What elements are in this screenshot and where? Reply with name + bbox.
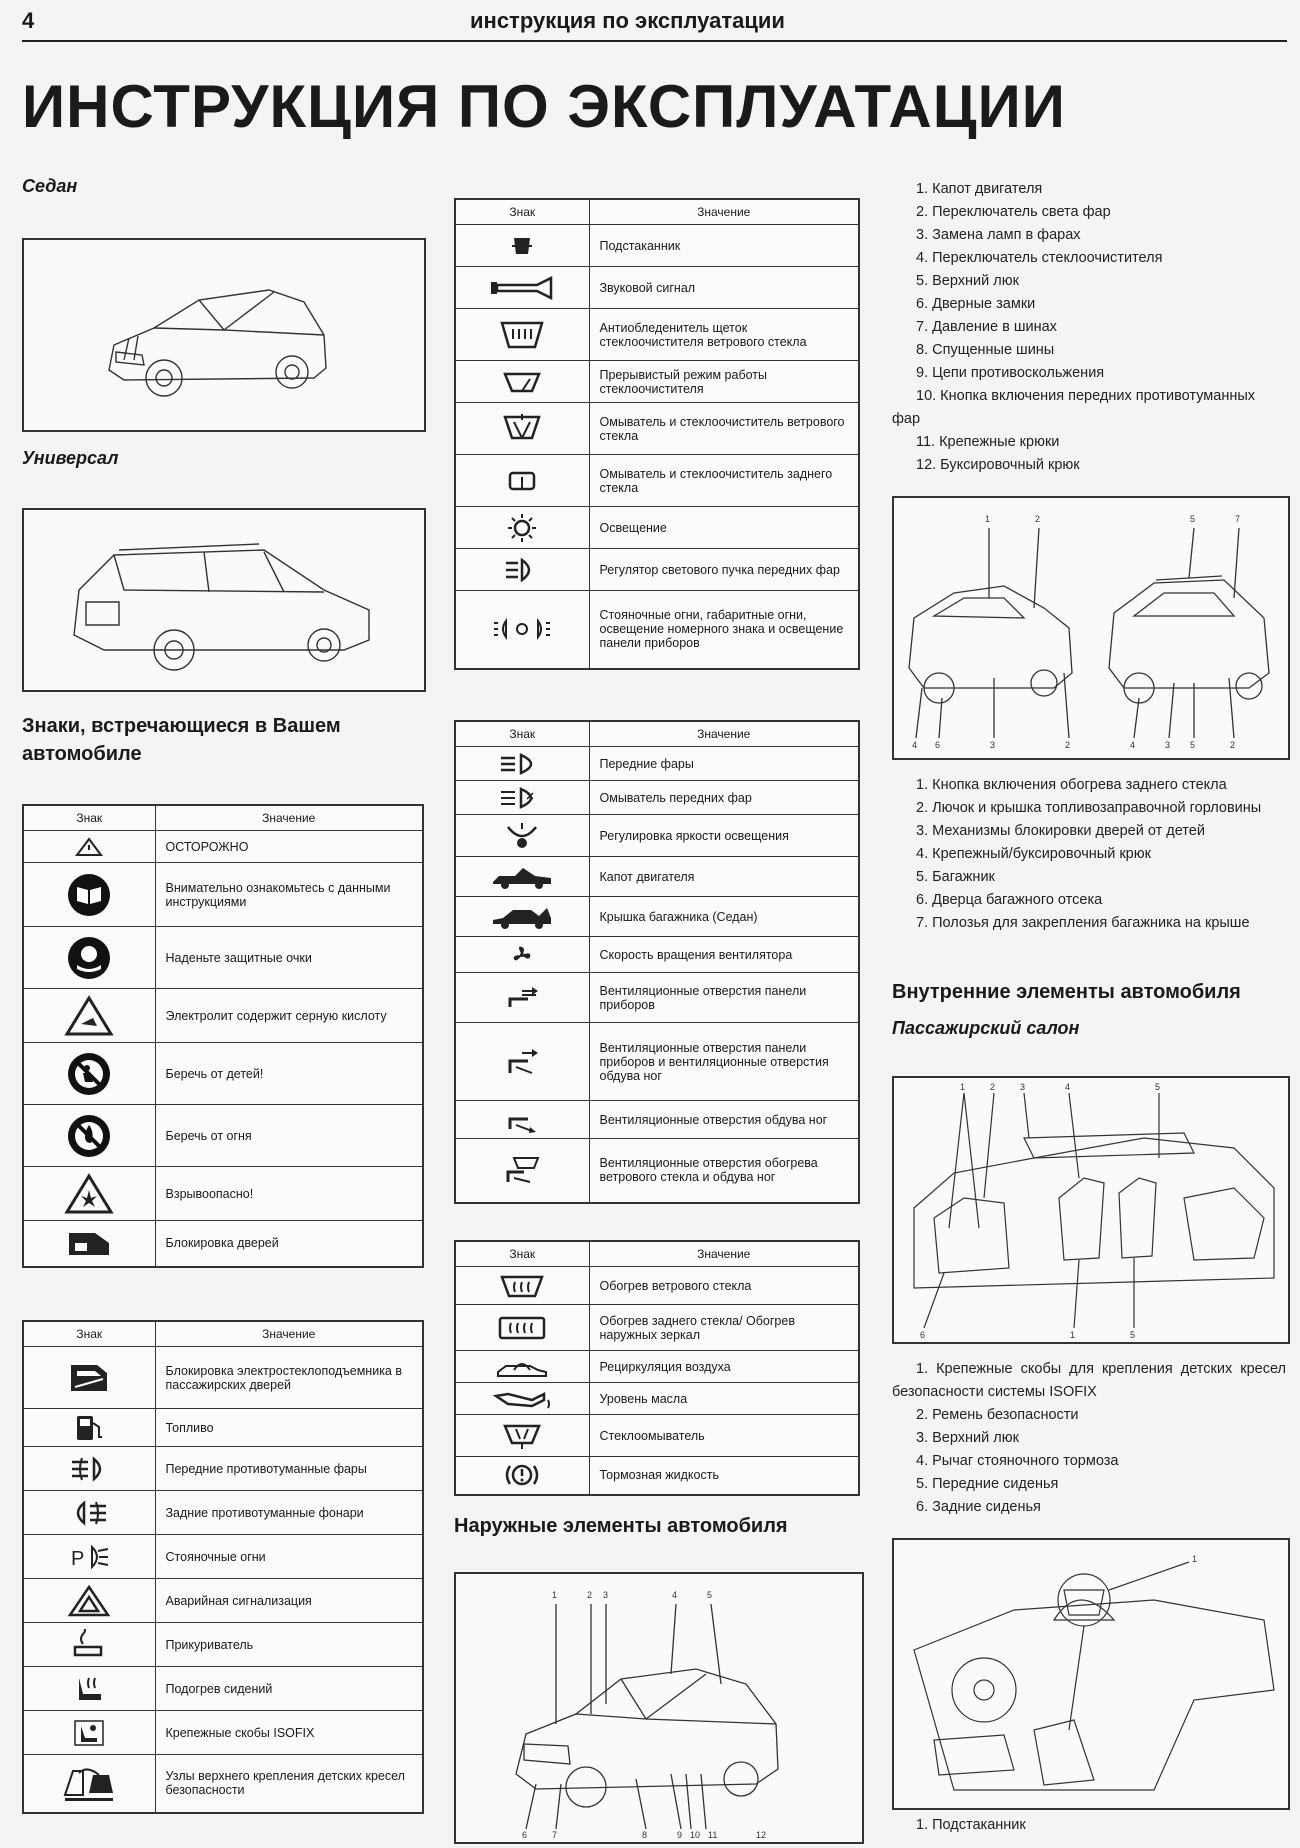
figure-callout: 4 (672, 1590, 678, 1600)
sedan-figure (22, 238, 426, 432)
table-row (23, 989, 423, 1043)
figure-callout: 8 (642, 1830, 648, 1840)
sign-label: Беречь от детей! (155, 1043, 423, 1105)
figure-callout: 4 (1130, 740, 1136, 750)
figure-callout: 3 (1020, 1082, 1026, 1092)
cup-holder-icon (504, 232, 540, 260)
figure-callout: 2 (990, 1082, 996, 1092)
cabin-figure (892, 1076, 1290, 1344)
sedan-drawing (24, 240, 424, 430)
table-row (23, 1409, 423, 1447)
sign-label: Тормозная жидкость (589, 1457, 859, 1495)
figure-callout: 1 (1070, 1330, 1076, 1340)
parking-light-icon (68, 1543, 110, 1571)
fuel-icon (71, 1413, 107, 1443)
table-header-row (455, 199, 859, 225)
figure-callout: 10 (690, 1830, 701, 1840)
list-item: 4. Рычаг стояночного тормоза (916, 1453, 1119, 1469)
figure-callout: 9 (677, 1830, 683, 1840)
figure-callout: 7 (552, 1830, 558, 1840)
list-item: 3. Замена ламп в фарах (916, 227, 1081, 243)
fan-icon (508, 943, 536, 967)
vent-feet-icon (502, 1105, 542, 1135)
caption-cabin: Пассажирский салон (892, 1018, 1080, 1038)
list-item: 9. Цепи противоскольжения (916, 365, 1105, 381)
sign-label: Вентиляционные отверстия обдува ног (589, 1101, 859, 1139)
figure-callout: 2 (1230, 740, 1236, 750)
dashboard-drawing (894, 1540, 1288, 1808)
table-row (455, 361, 859, 403)
table-row (455, 1305, 859, 1351)
sign-label: Омыватель передних фар (589, 781, 859, 815)
sign-label: Капот двигателя (589, 857, 859, 897)
column-header-meaning: Значение (155, 1321, 423, 1347)
table-row (23, 1535, 423, 1579)
oil-level-icon (492, 1388, 552, 1410)
sign-label: Передние фары (589, 747, 859, 781)
sign-label: Аварийная сигнализация (155, 1579, 423, 1623)
rear-exterior-figure (892, 496, 1290, 760)
sign-label: Вентиляционные отверстия панели приборов и вентиляционные отверстия обдува ног (589, 1023, 859, 1101)
keep-from-children-icon (61, 1051, 117, 1097)
table-row (23, 1667, 423, 1711)
vent-face-feet-icon (502, 1045, 542, 1079)
caption-wagon: Универсал (22, 448, 119, 468)
heading-interior: Внутренние элементы автомобиля (892, 981, 1241, 1003)
list-item: 1. Подстаканник (916, 1817, 1026, 1833)
table-row (455, 897, 859, 937)
table-row (455, 225, 859, 267)
sign-label: Стеклоомыватель (589, 1415, 859, 1457)
sign-label: Крышка багажника (Седан) (589, 897, 859, 937)
figure-callout: 2 (587, 1590, 593, 1600)
figure-callout: 5 (1190, 514, 1196, 524)
list-item: 7. Давление в шинах (916, 319, 1057, 335)
lights-table (454, 198, 860, 670)
figure-callout: 6 (522, 1830, 528, 1840)
washer-icon (500, 1421, 544, 1451)
brake-fluid-icon (502, 1461, 542, 1489)
list-item: 6. Дверные замки (916, 296, 1036, 312)
wagon-drawing (24, 510, 424, 690)
sign-label: Наденьте защитные очки (155, 927, 423, 989)
sign-label: Скорость вращения вентилятора (589, 937, 859, 973)
list-item: 2. Лючок и крышка топливозаправочной горловины (916, 800, 1262, 816)
vent-face-icon (502, 983, 542, 1013)
eye-protection-icon (61, 935, 117, 981)
sign-label: Прикуриватель (155, 1623, 423, 1667)
intermittent-wiper-icon (500, 369, 544, 395)
position-lights-icon (490, 617, 554, 641)
column-header-symbol: Знак (455, 199, 589, 225)
page-title: ИНСТРУКЦИЯ ПО ЭКСПЛУАТАЦИИ (22, 73, 1066, 140)
cabin-list (892, 1358, 1286, 1519)
list-item: 8. Спущенные шины (916, 342, 1055, 358)
sign-label: Регулировка яркости освещения (589, 815, 859, 857)
sign-label: Освещение (589, 507, 859, 549)
table-row (23, 1447, 423, 1491)
hazard-icon (67, 1584, 111, 1618)
list-item: 2. Ремень безопасности (916, 1407, 1079, 1423)
table-row (455, 973, 859, 1023)
table-row (23, 1105, 423, 1167)
sign-label: Регулятор светового пучка передних фар (589, 549, 859, 591)
table-row (23, 1579, 423, 1623)
headlights-icon (497, 751, 547, 777)
column-header-meaning: Значение (589, 199, 859, 225)
figure-callout: 3 (1165, 740, 1171, 750)
table-row (455, 309, 859, 361)
brightness-icon (500, 821, 544, 851)
list-item: 11. Крепежные крюки (916, 434, 1060, 450)
table-row (455, 1351, 859, 1383)
figure-callout: 1 (552, 1590, 558, 1600)
caption-sedan: Седан (22, 176, 78, 196)
front-exterior-drawing (456, 1574, 862, 1842)
figure-callout: 4 (912, 740, 918, 750)
table-row (23, 1167, 423, 1221)
no-fire-icon (61, 1113, 117, 1159)
warning-triangle-icon (74, 836, 104, 858)
sign-label: Вентиляционные отверстия панели приборов (589, 973, 859, 1023)
figure-callout: 5 (1190, 740, 1196, 750)
figure-callout: 6 (935, 740, 941, 750)
table-row (23, 1491, 423, 1535)
rear-exterior-list (892, 774, 1286, 935)
trunk-icon (489, 904, 555, 930)
table-row (23, 1221, 423, 1267)
list-item: 3. Верхний люк (916, 1430, 1019, 1446)
sign-label: Омыватель и стеклоочиститель ветрового стекла (589, 403, 859, 455)
windshield-washer-icon (500, 412, 544, 446)
front-fog-light-icon (68, 1455, 110, 1483)
figure-callout: 4 (1065, 1082, 1071, 1092)
sign-label: Взрывоопасно! (155, 1167, 423, 1221)
table-row (455, 1023, 859, 1101)
window-lock-icon (67, 1361, 111, 1395)
list-item: 5. Багажник (916, 869, 995, 885)
table-row (23, 863, 423, 927)
column-header-symbol: Знак (455, 1241, 589, 1267)
top-tether-icon (59, 1763, 119, 1803)
table-row (455, 403, 859, 455)
list-item: 1. Капот двигателя (916, 181, 1043, 197)
seat-heater-icon (71, 1674, 107, 1704)
figure-callout: 1 (960, 1082, 966, 1092)
dashboard-figure (892, 1538, 1290, 1810)
column-header-symbol: Знак (23, 1321, 155, 1347)
list-item: 12. Буксировочный крюк (916, 457, 1080, 473)
sign-label: Блокировка электростеклоподъемника в пассажирских дверей (155, 1347, 423, 1409)
figure-callout: 12 (756, 1830, 767, 1840)
page-number: 4 (22, 8, 35, 33)
sign-label: Топливо (155, 1409, 423, 1447)
column-header-meaning: Значение (589, 721, 859, 747)
figure-callout: 7 (1235, 514, 1241, 524)
list-item: 5. Передние сиденья (916, 1476, 1059, 1492)
figure-callout: 3 (603, 1590, 609, 1600)
table-row (23, 1347, 423, 1409)
sign-label: Задние противотуманные фонари (155, 1491, 423, 1535)
heading-signs: Знаки, встречающиеся в Вашем автомобиле (22, 715, 341, 765)
sign-label: ОСТОРОЖНО (155, 831, 423, 863)
sign-label: Рециркуляция воздуха (589, 1351, 859, 1383)
list-item: 1. Крепежные скобы для крепления детских кресел безопасности системы ISOFIX (892, 1361, 1286, 1400)
table-row (23, 1043, 423, 1105)
table-header-row (23, 1321, 423, 1347)
figure-callout: 1 (1192, 1554, 1198, 1564)
figure-callout: 5 (1155, 1082, 1161, 1092)
list-item: 6. Дверца багажного отсека (916, 892, 1103, 908)
table-header-row (455, 1241, 859, 1267)
table-row (455, 781, 859, 815)
table-row (455, 1415, 859, 1457)
list-item: 4. Крепежный/буксировочный крюк (916, 846, 1151, 862)
door-lock-icon (65, 1227, 113, 1259)
cigarette-lighter-icon (69, 1629, 109, 1661)
read-manual-icon (61, 872, 117, 918)
table-row (455, 747, 859, 781)
battery-acid-icon (63, 994, 115, 1038)
rear-fog-light-icon (68, 1499, 110, 1527)
column-header-symbol: Знак (23, 805, 155, 831)
table-row (455, 1383, 859, 1415)
sign-label: Крепежные скобы ISOFIX (155, 1711, 423, 1755)
table-row (455, 1267, 859, 1305)
list-item: 4. Переключатель стеклоочистителя (916, 250, 1163, 266)
front-exterior-figure (454, 1572, 864, 1844)
wagon-figure (22, 508, 426, 692)
sign-label: Вентиляционные отверстия обогрева ветрового стекла и обдува ног (589, 1139, 859, 1203)
explosive-icon (63, 1172, 115, 1216)
sign-label: Блокировка дверей (155, 1221, 423, 1267)
list-item: 1. Кнопка включения обогрева заднего стекла (916, 777, 1227, 793)
table-row (455, 549, 859, 591)
table-row (455, 267, 859, 309)
cabin-drawing (894, 1078, 1288, 1342)
sign-label: Передние противотуманные фары (155, 1447, 423, 1491)
sign-label: Омыватель и стеклоочиститель заднего стекла (589, 455, 859, 507)
figure-callout: 2 (1035, 514, 1041, 524)
sign-label: Внимательно ознакомьтесь с данными инструкциями (155, 863, 423, 927)
isofix-icon (71, 1718, 107, 1748)
table-header-row (455, 721, 859, 747)
sign-label: Подогрев сидений (155, 1667, 423, 1711)
dashboard-list (892, 1814, 1286, 1837)
figure-callout: 6 (920, 1330, 926, 1340)
sign-label: Обогрев ветрового стекла (589, 1267, 859, 1305)
table-row (455, 1457, 859, 1495)
figure-callout: 2 (1065, 740, 1071, 750)
column-header-symbol: Знак (455, 721, 589, 747)
table-row (455, 591, 859, 669)
table-row (455, 455, 859, 507)
heading-exterior: Наружные элементы автомобиля (454, 1515, 788, 1537)
figure-callout: 1 (985, 514, 991, 524)
recirculation-icon (494, 1356, 550, 1378)
hood-icon (489, 864, 555, 890)
table-row (455, 857, 859, 897)
list-item: 3. Механизмы блокировки дверей от детей (916, 823, 1205, 839)
table-header-row (23, 805, 423, 831)
sign-label: Антиобледенитель щеток стеклоочистителя ветрового стекла (589, 309, 859, 361)
svg-text:P: P (71, 1547, 85, 1570)
table-row (23, 1711, 423, 1755)
rear-defrost-icon (495, 1313, 549, 1343)
sign-label: Обогрев заднего стекла/ Обогрев наружных зеркал (589, 1305, 859, 1351)
figure-callout: 11 (708, 1830, 718, 1840)
warnings-table (22, 804, 424, 1268)
illumination-icon (502, 512, 542, 544)
sign-label: Звуковой сигнал (589, 267, 859, 309)
header-rule (22, 40, 1287, 42)
table-row (455, 507, 859, 549)
list-item: 7. Полозья для закрепления багажника на крыше (916, 915, 1250, 931)
table-row (23, 1623, 423, 1667)
front-defrost-icon (497, 1272, 547, 1300)
table-row (23, 1755, 423, 1813)
table-row (455, 1101, 859, 1139)
figure-callout: 3 (990, 740, 996, 750)
table-row (23, 831, 423, 863)
running-header: инструкция по эксплуатации (470, 8, 785, 33)
sign-label: Уровень масла (589, 1383, 859, 1415)
sign-label: Прерывистый режим работы стеклоочистителя (589, 361, 859, 403)
list-item: 2. Переключатель света фар (916, 204, 1111, 220)
list-item: 6. Задние сиденья (916, 1499, 1041, 1515)
list-item: 10. Кнопка включения передних противотуманных фар (892, 388, 1256, 427)
controls-table (22, 1320, 424, 1814)
sign-label: Стояночные огни (155, 1535, 423, 1579)
column-header-meaning: Значение (589, 1241, 859, 1267)
sign-label: Стояночные огни, габаритные огни, освещение номерного знака и освещение панели приборов (589, 591, 859, 669)
table-row (455, 937, 859, 973)
rear-wiper-icon (504, 468, 540, 494)
rear-exterior-drawing (894, 498, 1288, 758)
list-item: 5. Верхний люк (916, 273, 1019, 289)
windshield-deicer-icon (497, 317, 547, 353)
climate-table (454, 1240, 860, 1496)
body-table (454, 720, 860, 1204)
headlight-washer-icon (497, 785, 547, 811)
column-header-meaning: Значение (155, 805, 423, 831)
table-row (23, 927, 423, 989)
front-exterior-list (892, 178, 1282, 477)
vent-defrost-feet-icon (500, 1154, 544, 1186)
figure-callout: 5 (1130, 1330, 1136, 1340)
sign-label: Беречь от огня (155, 1105, 423, 1167)
figure-callout: 5 (707, 1590, 713, 1600)
horn-icon (487, 274, 557, 302)
sign-label: Электролит содержит серную кислоту (155, 989, 423, 1043)
sign-label: Узлы верхнего крепления детских кресел безопасности (155, 1755, 423, 1813)
table-row (455, 815, 859, 857)
table-row (455, 1139, 859, 1203)
sign-label: Подстаканник (589, 225, 859, 267)
headlight-leveling-icon (502, 555, 542, 585)
